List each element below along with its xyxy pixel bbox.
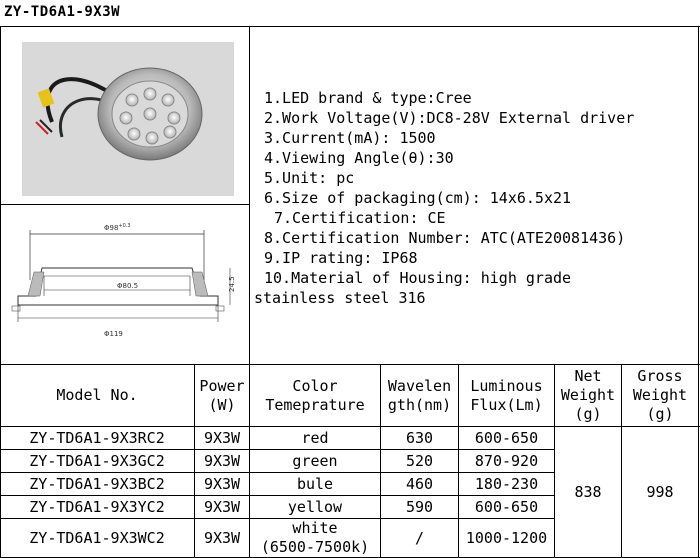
row-model: ZY-TD6A1-9X3RC2 xyxy=(29,428,165,447)
svg-text:Φ98+0.3: $\Phi 98^{+0.3}$ xyxy=(104,223,131,232)
row-wavelength: 630 xyxy=(405,428,434,447)
row-flux: 180-230 xyxy=(474,474,539,493)
row-flux: 1000-1200 xyxy=(465,528,548,547)
row-color: green xyxy=(292,451,338,470)
spec-item: 2.Work Voltage(V):DC8-28V External driver xyxy=(264,109,635,127)
row-model: ZY-TD6A1-9X3WC2 xyxy=(29,528,165,547)
header-color: Color Temeprature xyxy=(265,376,365,414)
row-color: red xyxy=(301,428,329,447)
svg-text:Φ119: Φ119 xyxy=(104,330,123,338)
row-model: ZY-TD6A1-9X3BC2 xyxy=(29,474,165,493)
product-photo xyxy=(22,42,234,196)
header-wavelength: Wavelen gth(nm) xyxy=(387,376,452,414)
header-gross-weight: Gross Weight (g) xyxy=(632,367,688,423)
row-model: ZY-TD6A1-9X3YC2 xyxy=(29,497,165,516)
spec-item: 9.IP rating: IP68 xyxy=(264,249,418,267)
spec-item: 1.LED brand & type:Cree xyxy=(264,89,472,107)
gross-weight-value: 998 xyxy=(646,482,674,501)
svg-text:24.5: 24.5 xyxy=(228,276,236,292)
spec-item: 6.Size of packaging(cm): 14x6.5x21 xyxy=(264,189,572,207)
row-wavelength: 460 xyxy=(405,474,434,493)
technical-drawing xyxy=(4,210,244,358)
row-flux: 600-650 xyxy=(474,497,539,516)
header-net-weight: Net Weight (g) xyxy=(560,367,616,423)
spec-item: stainless steel 316 xyxy=(254,289,426,307)
spec-item: 5.Unit: pc xyxy=(264,169,355,187)
net-weight-value: 838 xyxy=(574,482,602,501)
spec-item: 7.Certification: CE xyxy=(274,209,446,227)
header-model: Model No. xyxy=(56,386,138,404)
row-power: 9X3W xyxy=(203,497,241,516)
spec-list xyxy=(254,88,694,308)
spec-item: 4.Viewing Angle(θ):30 xyxy=(264,149,454,167)
header-power: Power (W) xyxy=(199,376,245,414)
row-wavelength: 590 xyxy=(405,497,434,516)
row-power: 9X3W xyxy=(203,428,241,447)
spec-item: 3.Current(mA): 1500 xyxy=(264,129,436,147)
row-flux: 600-650 xyxy=(474,428,539,447)
row-power: 9X3W xyxy=(203,474,241,493)
row-wavelength: 520 xyxy=(405,451,434,470)
svg-text:Φ80.5: Φ80.5 xyxy=(117,282,139,290)
row-power: 9X3W xyxy=(203,528,241,547)
spec-item: 10.Material of Housing: high grade xyxy=(264,269,572,287)
row-wavelength: / xyxy=(414,528,425,547)
header-flux: Luminous Flux(Lm) xyxy=(470,376,543,414)
row-color: white (6500-7500k) xyxy=(260,519,370,556)
spec-item: 8.Certification Number: ATC(ATE20081436) xyxy=(264,229,626,247)
row-flux: 870-920 xyxy=(474,451,539,470)
row-color: bule xyxy=(296,474,334,493)
row-color: yellow xyxy=(287,497,343,516)
page-title: ZY-TD6A1-9X3W xyxy=(4,4,121,20)
row-model: ZY-TD6A1-9X3GC2 xyxy=(29,451,165,470)
row-power: 9X3W xyxy=(203,451,241,470)
